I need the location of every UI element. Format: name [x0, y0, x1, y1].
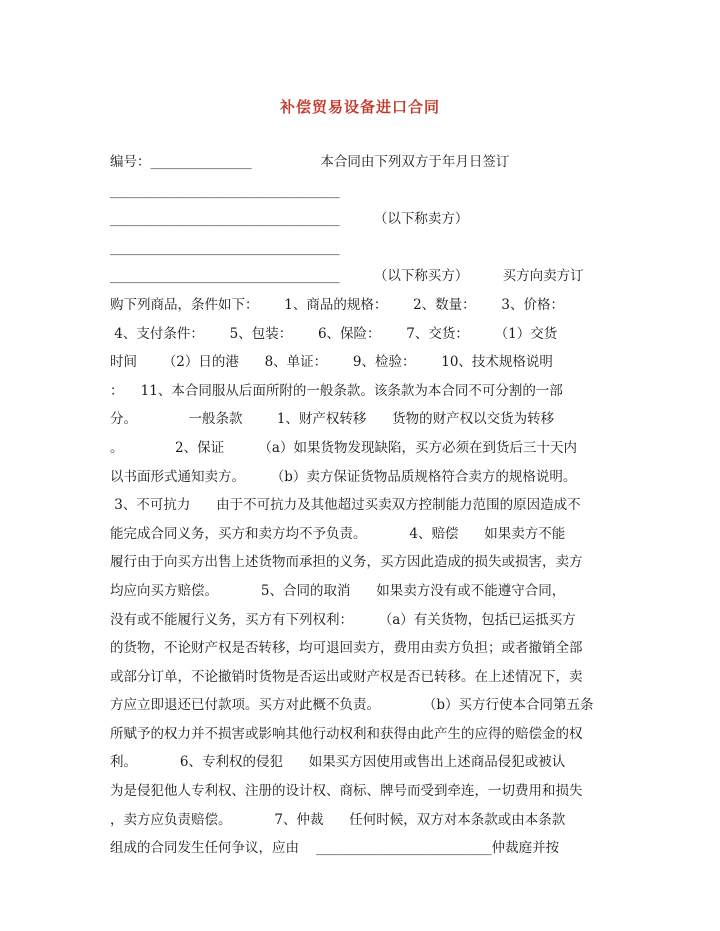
- body-line: 购下列商品，条件如下： 1、商品的规格： 2、数量： 3、价格：: [110, 296, 565, 313]
- body-line: 为是侵犯他人专利权、注册的设计权、商标、牌号而受到牵连，一切费用和损失: [110, 783, 583, 800]
- document-title: 补偿贸易设备进口合同: [279, 98, 440, 116]
- body-line: 编号：_______________ 本合同由下列双方于年月日签订: [110, 154, 510, 170]
- body-line: 组成的合同发生任何争议，应由 __________________________仲裁庭并按: [110, 840, 560, 857]
- body-line: 所赋予的权力并不损害或影响其他行动权利和获得由此产生的应得的赔偿金的权: [110, 725, 583, 742]
- body-line: __________________________________ （以下称买方） 买方向卖方订: [110, 268, 584, 285]
- body-line: 3、不可抗力 由于不可抗力及其他超过买卖双方控制能力范围的原因造成不: [110, 497, 581, 514]
- body-line: 利。 6、专利权的侵犯 如果买方因使用或售出上述商品侵犯或被认: [110, 754, 566, 771]
- body-line: 方应立即退还已付款项。买方对此概不负责。 （b）买方行使本合同第五条: [110, 697, 594, 714]
- body-line: 分。 一般条款 1、财产权转移 货物的财产权以交货为转移: [110, 411, 555, 428]
- body-line: 。 2、保证 （a）如果货物发现缺陷，买方必须在到货后三十天内: [110, 439, 577, 456]
- body-line: 时间 （2）日的港 8、单证： 9、检验： 10、技术规格说明: [110, 354, 553, 371]
- body-line: 没有或不能履行义务，买方有下列权利： （a）有关货物，包括已运抵买方: [110, 611, 576, 628]
- body-line: 履行由于向买方出售上述货物而承担的义务，买方因此造成的损失或损害，卖方: [110, 554, 583, 571]
- body-line: ： 11、本合同服从后面所附的一般条款。该条款为本合同不可分割的一部: [110, 382, 563, 399]
- body-line: 的货物，不论财产权是否转移，均可退回卖方，费用由卖方负担；或者撤销全部: [110, 640, 583, 657]
- document-body: [110, 148, 610, 863]
- body-line: ，卖方应负责赔偿。 7、仲裁 任何时候，双方对本条款或由本条款: [110, 811, 566, 828]
- body-line: 以书面形式通知卖方。 （b）卖方保证货物品质规格符合卖方的规格说明。: [110, 468, 577, 485]
- body-line: __________________________________: [110, 182, 340, 199]
- body-line: 均应向买方赔偿。 5、合同的取消 如果卖方没有或不能遵守合同，: [110, 582, 566, 599]
- body-line: 或部分订单，不论撤销时货物是否运出或财产权是否已转移。在上述情况下，卖: [110, 668, 583, 685]
- body-line: __________________________________ （以下称卖方）: [110, 211, 469, 228]
- body-line: __________________________________: [110, 239, 340, 256]
- body-line: 能完成合同义务，买方和卖方均不予负责。 4、赔偿 如果卖方不能: [110, 525, 566, 542]
- body-line: 4、支付条件： 5、包装： 6、保险： 7、交货： （1）交货: [110, 325, 558, 342]
